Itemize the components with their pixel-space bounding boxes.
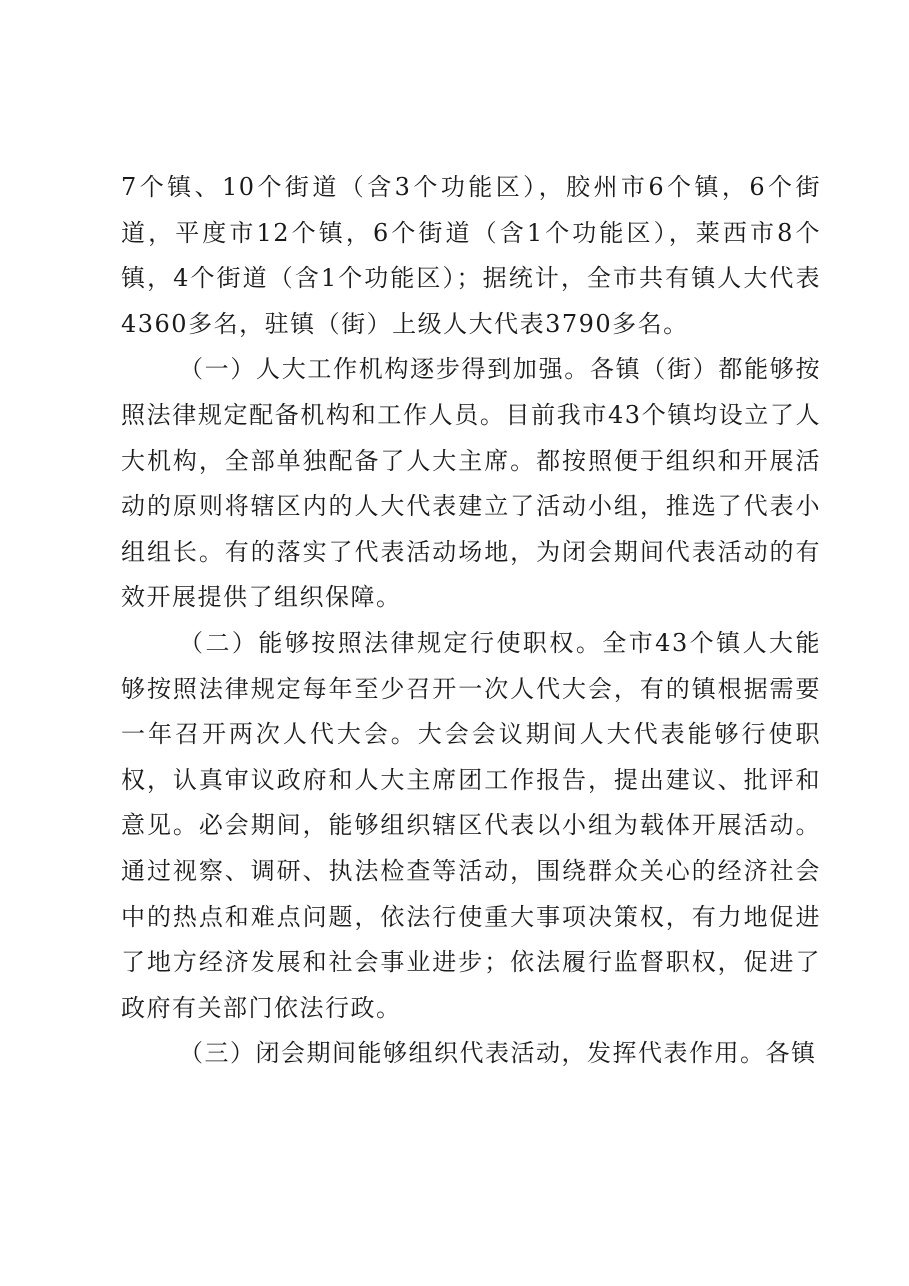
paragraph-section-two: （二）能够按照法律规定行使职权。全市43个镇人大能够按照法律规定每年至少召开一次人代大会，有的镇根据需要一年召开两次人代大会。大会会议期间人大代表能够行使职权，认真审议政府和人大主席团工作报告，提出建议、批评和意见。必会期间，能够组织辖区代表以小组为载体开展活动。通过视察、调研、执法检查等活动，围绕群众关心的经济社会中的热点和难点问题，依法行使重大事项决策权，有力地促进了地方经济发展和社会事业进步；依法履行监督职权，促进了政府有关部门依法行政。 [121,628,821,1022]
document-body [121,165,821,1077]
paragraph-section-one: （一）人大工作机构逐步得到加强。各镇（街）都能够按照法律规定配备机构和工作人员。目前我市43个镇均设立了人大机构，全部单独配备了人大主席。都按照便于组织和开展活动的原则将辖区内的人大代表建立了活动小组，推选了代表小组组长。有的落实了代表活动场地，为闭会期间代表活动的有效开展提供了组织保障。 [121,355,821,612]
paragraph-section-three: （三）闭会期间能够组织代表活动，发挥代表作用。各镇 [179,1039,817,1068]
paragraph-town-statistics: 7个镇、10个街道（含3个功能区），胶州市6个镇，6个街道，平度市12个镇，6个街道（含1个功能区），莱西市8个镇，4个街道（含1个功能区）；据统计，全市共有镇人大代表4360多名，驻镇（街）上级人大代表3790多名。 [121,173,821,338]
